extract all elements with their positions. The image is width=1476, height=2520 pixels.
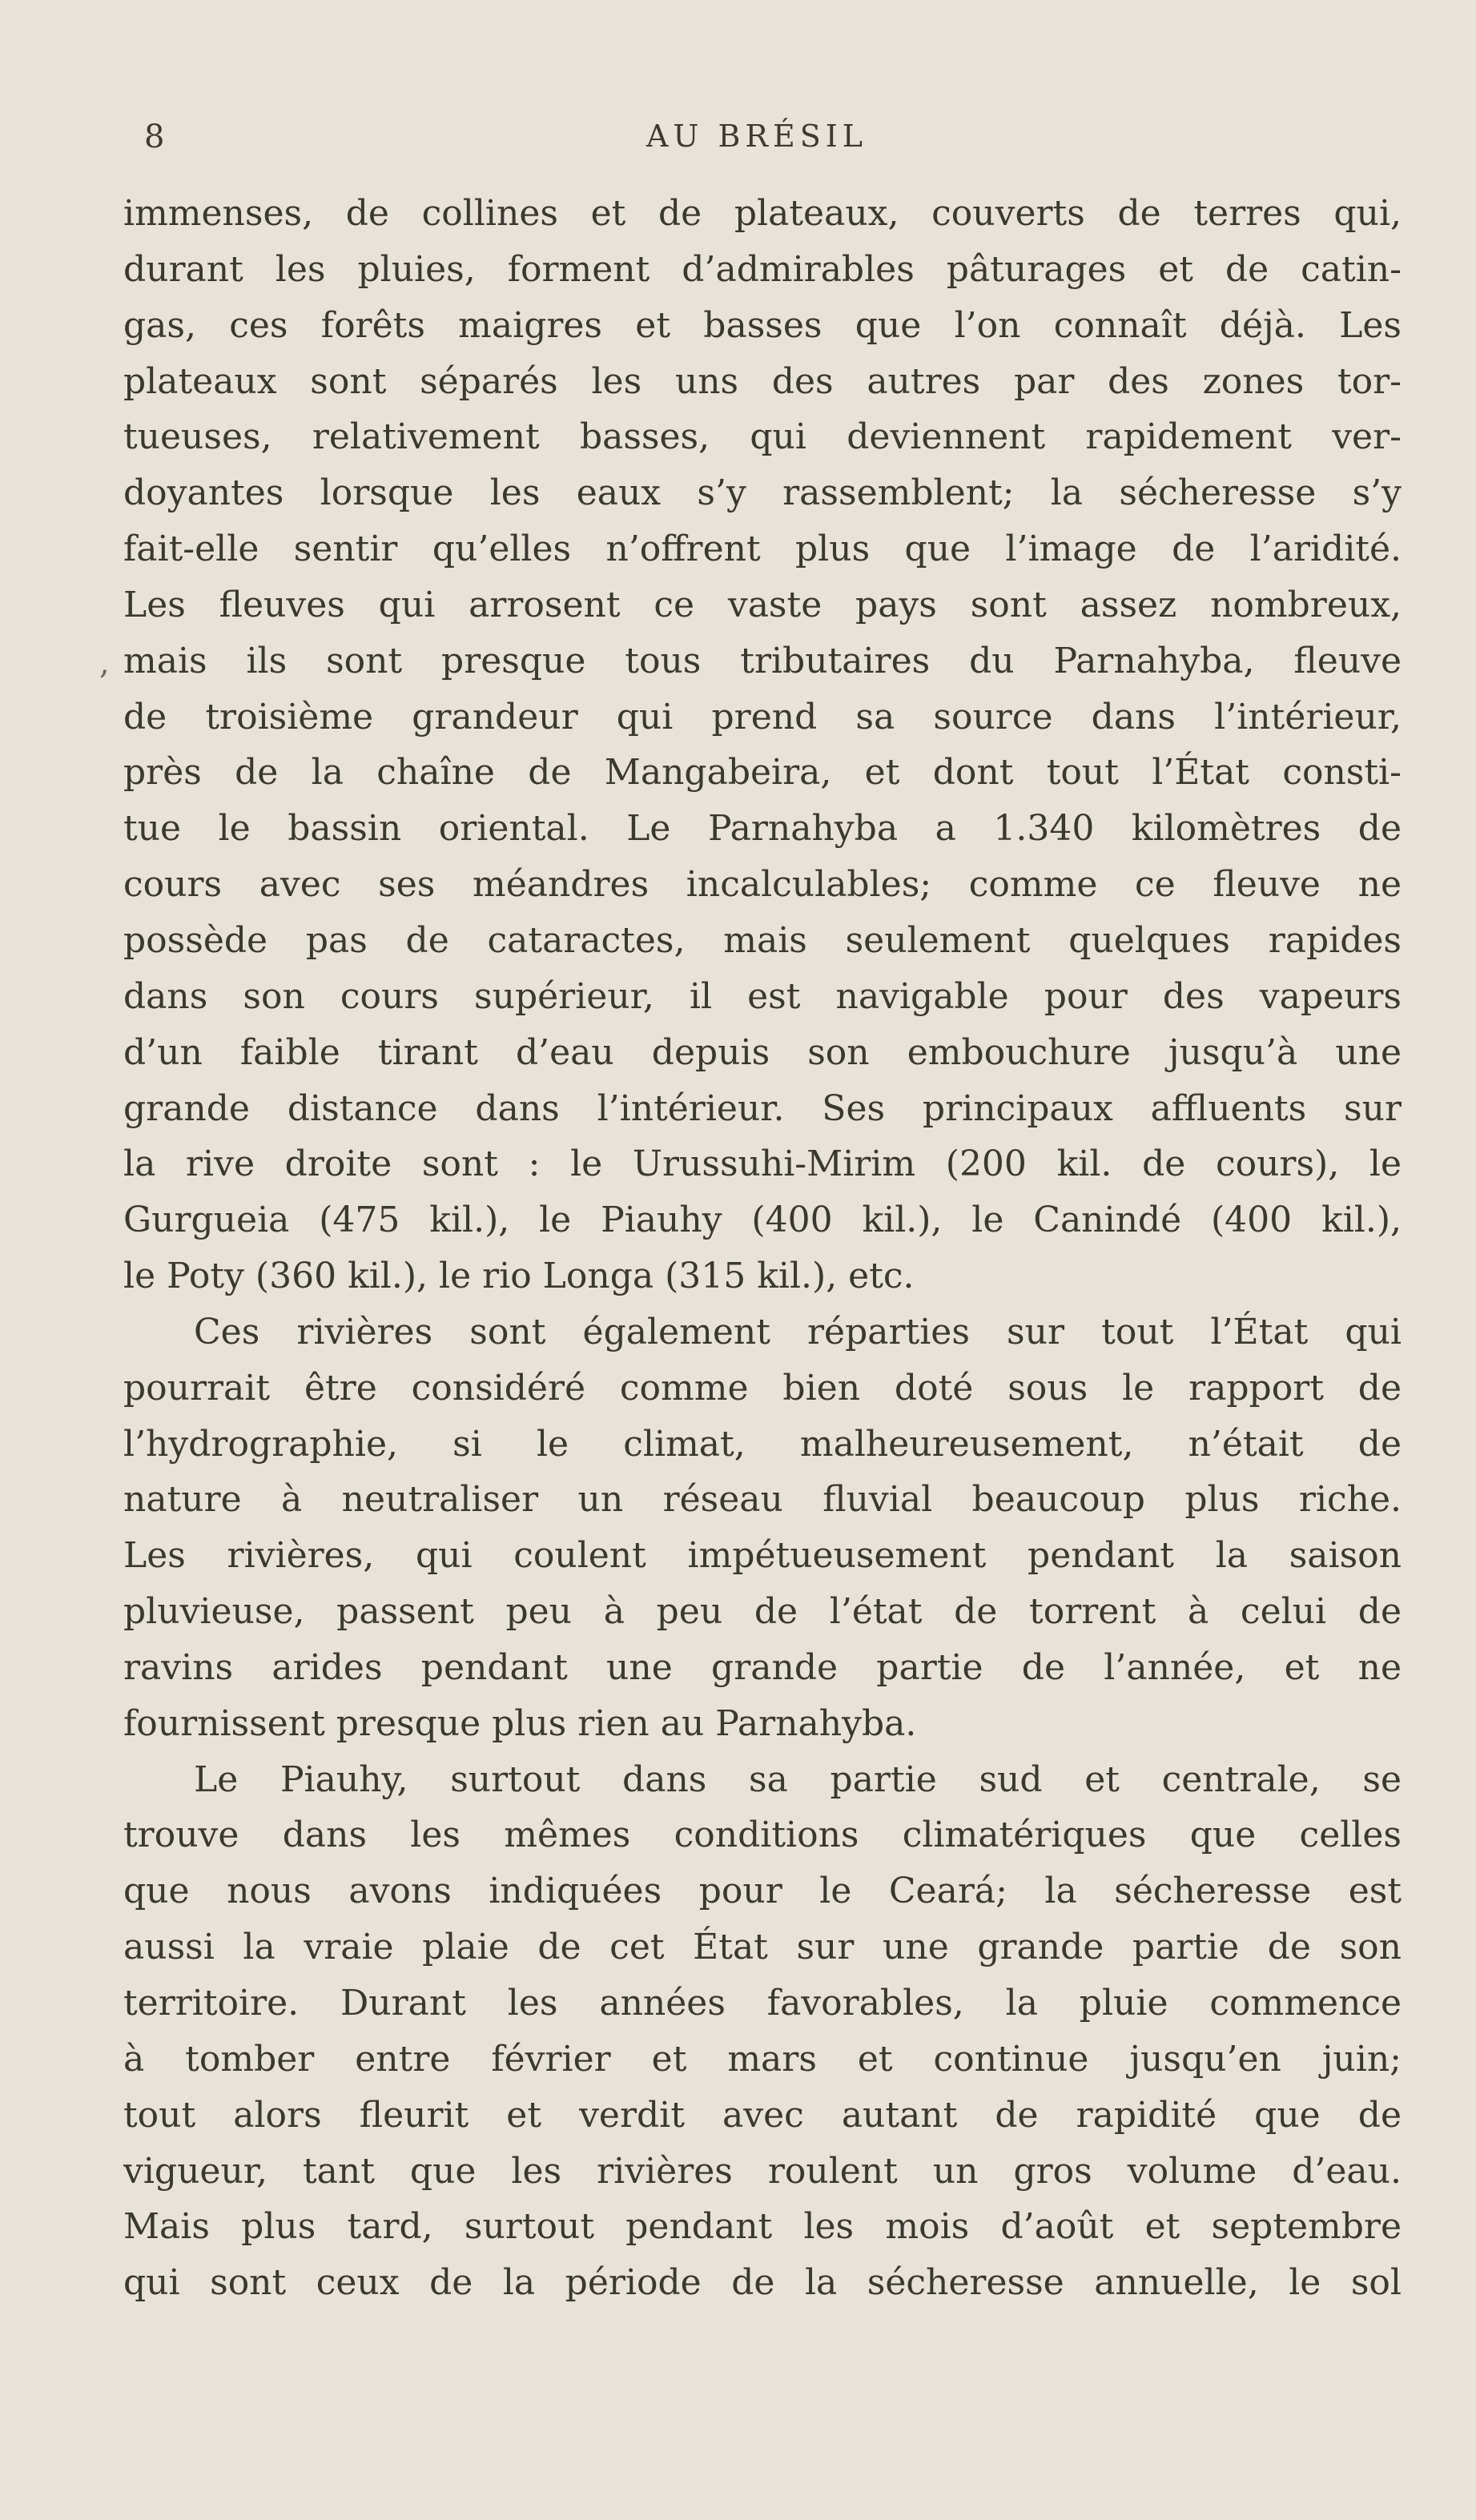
text-line: trouve dans les mêmes conditions climatériques que celles	[123, 1815, 1402, 1856]
text-line: ravins arides pendant une grande partie de l’année, et ne	[123, 1646, 1402, 1688]
text-line: mais ils sont presque tous tributaires du Parnahyba, fleuve	[123, 640, 1402, 681]
margin-mark: ,	[99, 645, 110, 681]
running-title: AU BRÉSIL	[645, 119, 868, 154]
text-line: grande distance dans l’intérieur. Ses principaux affluents sur	[123, 1087, 1402, 1129]
text-line: pluvieuse, passent peu à peu de l’état de torrent à celui de	[123, 1591, 1402, 1633]
text-line: Gurgueia (475 kil.), le Piauhy (400 kil.), le Canindé (400 kil.),	[123, 1200, 1402, 1241]
text-line: fournissent presque plus rien au Parnahyba.	[123, 1702, 917, 1744]
text-line: à tomber entre février et mars et continue jusqu’en juin;	[123, 2038, 1402, 2080]
text-line: aussi la vraie plaie de cet État sur une grande partie de son	[123, 1927, 1402, 1968]
text-line: Les fleuves qui arrosent ce vaste pays sont assez nombreux,	[123, 584, 1402, 625]
text-line: de troisième grandeur qui prend sa source dans l’intérieur,	[123, 696, 1402, 738]
paragraph-1	[123, 186, 1402, 1304]
text-line: l’hydrographie, si le climat, malheureusement, n’était de	[123, 1423, 1402, 1465]
text-line: Ces rivières sont également réparties sur tout l’État qui	[194, 1311, 1402, 1352]
text-line: territoire. Durant les années favorables, la pluie commence	[123, 1983, 1402, 2024]
text-line: nature à neutraliser un réseau fluvial beaucoup plus riche.	[123, 1479, 1402, 1521]
text-line: gas, ces forêts maigres et basses que l’on connaît déjà. Les	[123, 304, 1402, 346]
text-line: près de la chaîne de Mangabeira, et dont tout l’État consti-	[123, 752, 1402, 794]
text-line: tout alors fleurit et verdit avec autant de rapidité que de	[123, 2094, 1402, 2136]
text-line: dans son cours supérieur, il est navigable pour des vapeurs	[123, 975, 1402, 1017]
text-line: tueuses, relativement basses, qui deviennent rapidement ver-	[123, 416, 1402, 458]
text-line: qui sont ceux de la période de la sécheresse annuelle, le sol	[123, 2262, 1402, 2304]
text-line: Les rivières, qui coulent impétueusement pendant la saison	[123, 1535, 1402, 1577]
text-line: la rive droite sont : le Urussuhi-Mirim (200 kil. de cours), le	[123, 1143, 1402, 1185]
text-line: Mais plus tard, surtout pendant les mois d’août et septembre	[123, 2206, 1402, 2248]
text-line: fait-elle sentir qu’elles n’offrent plus que l’image de l’aridité.	[123, 529, 1402, 570]
text-line: que nous avons indiquées pour le Ceará; la sécheresse est	[123, 1871, 1402, 1912]
text-line: plateaux sont séparés les uns des autres par des zones tor-	[123, 360, 1402, 402]
text-line: tue le bassin oriental. Le Parnahyba a 1.340 kilomètres de	[123, 808, 1402, 850]
body-text	[123, 186, 1402, 2311]
text-line: possède pas de cataractes, mais seulement quelques rapides	[123, 919, 1402, 961]
text-line: doyantes lorsque les eaux s’y rassemblent; la sécheresse s’y	[123, 472, 1402, 514]
paragraph-2	[123, 1304, 1402, 1752]
text-line: pourrait être considéré comme bien doté sous le rapport de	[123, 1367, 1402, 1409]
running-head	[128, 119, 1386, 167]
text-line: durant les pluies, forment d’admirables pâturages et de catin-	[123, 248, 1402, 290]
paragraph-3	[123, 1752, 1402, 2311]
text-line: le Poty (360 kil.), le rio Longa (315 kil.), etc.	[123, 1256, 915, 1297]
text-line: d’un faible tirant d’eau depuis son embouchure jusqu’à une	[123, 1031, 1402, 1073]
text-line: Le Piauhy, surtout dans sa partie sud et centrale, se	[194, 1758, 1402, 1800]
text-line: cours avec ses méandres incalculables; comme ce fleuve ne	[123, 864, 1402, 906]
text-line: immenses, de collines et de plateaux, couverts de terres qui,	[123, 193, 1402, 234]
text-line: vigueur, tant que les rivières roulent un gros volume d’eau.	[123, 2150, 1402, 2192]
page-number: 8	[144, 119, 166, 155]
